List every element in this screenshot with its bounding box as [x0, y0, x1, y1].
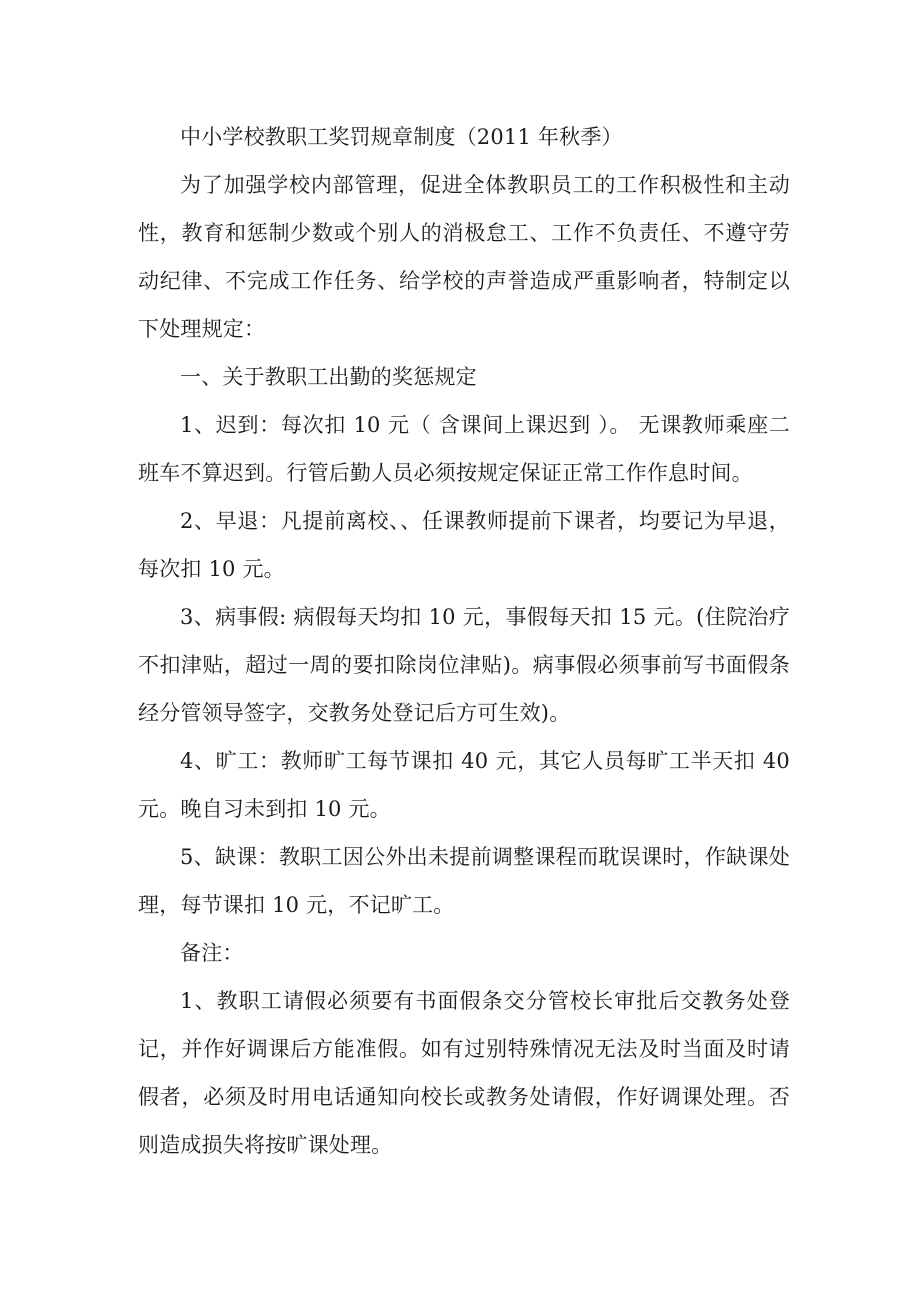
note-item: 1、教职工请假必须要有书面假条交分管校长审批后交教务处登记，并作好调课后方能准假。如有过别特殊情况无法及时当面及时请假者，必须及时用电话通知向校长或教务处请假，作好调课处理。否则造成损失将按旷课处理。 — [138, 989, 790, 1157]
notes-heading: 备注： — [180, 941, 244, 965]
document-title: 中小学校教职工奖罚规章制度（2011 年秋季） — [180, 125, 623, 149]
rule-absence: 4、旷工：教师旷工每节课扣 40 元，其它人员每旷工半天扣 40 元。晚自习未到扣 10 元。 — [138, 749, 790, 821]
document-body — [138, 113, 790, 1169]
rule-early-leave: 2、早退：凡提前离校、、任课教师提前下课者，均要记为早退，每次扣 10 元。 — [138, 509, 790, 581]
rule-sick-leave: 3、病事假: 病假每天均扣 10 元，事假每天扣 15 元。(住院治疗不扣津贴，超过一周的要扣除岗位津贴)。病事假必须事前写书面假条经分管领导签字，交教务处登记后方可生效)。 — [138, 605, 790, 725]
section-heading-attendance: 一、关于教职工出勤的奖惩规定 — [180, 365, 477, 389]
intro-paragraph: 为了加强学校内部管理，促进全体教职员工的工作积极性和主动性，教育和惩制少数或个别人的消极怠工、工作不负责任、不遵守劳动纪律、不完成工作任务、给学校的声誉造成严重影响者，特制定以下处理规定： — [138, 173, 790, 341]
rule-missed-class: 5、缺课：教职工因公外出未提前调整课程而耽误课时，作缺课处理，每节课扣 10 元，不记旷工。 — [138, 845, 790, 917]
rule-late: 1、迟到：每次扣 10 元（ 含课间上课迟到 ）。 无课教师乘座二班车不算迟到。行管后勤人员必须按规定保证正常工作作息时间。 — [138, 413, 790, 485]
